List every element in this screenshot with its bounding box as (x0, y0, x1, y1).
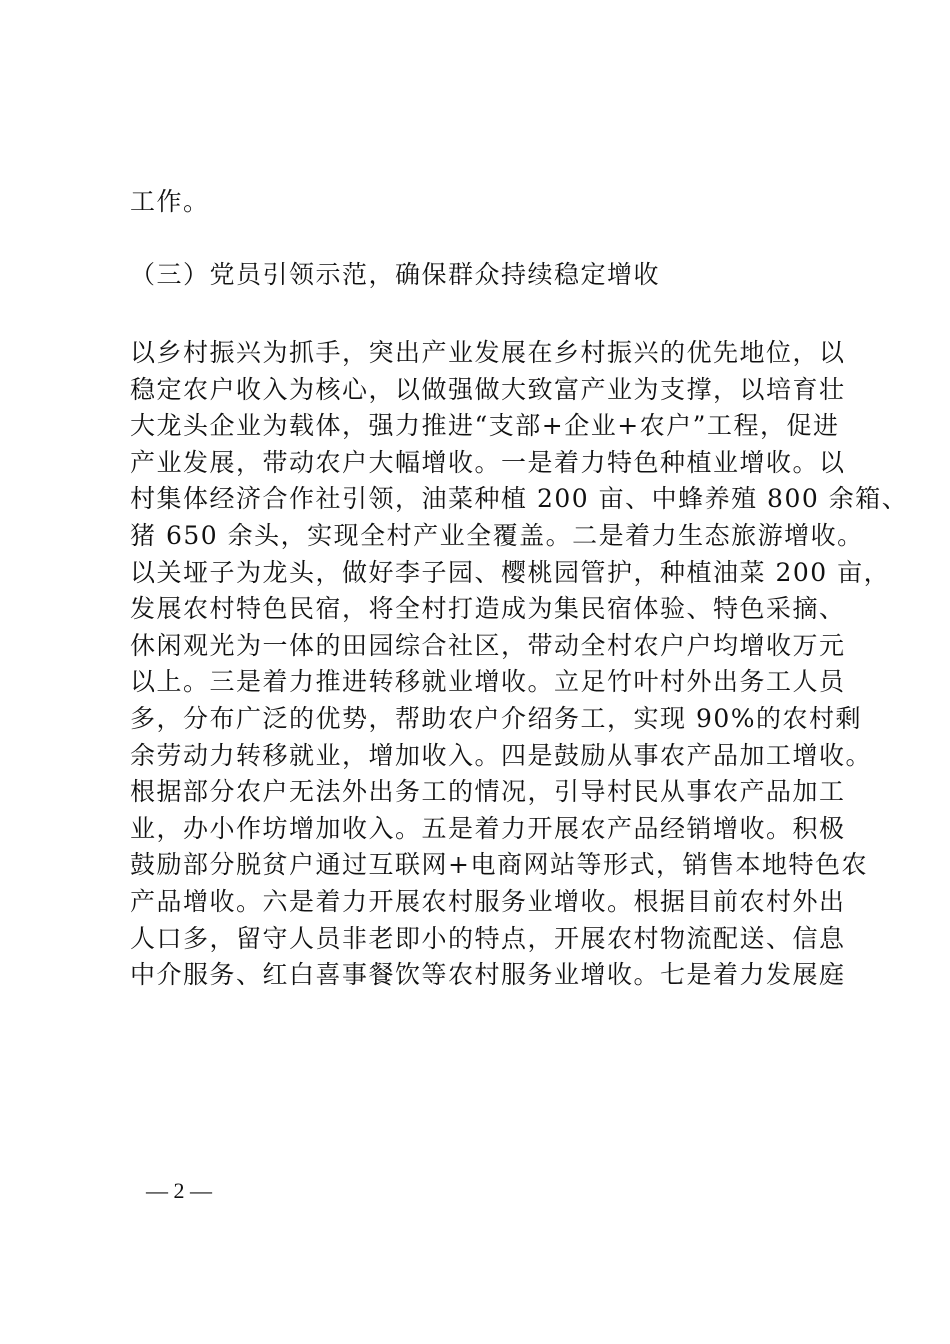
paragraph-line: 以上。三是着力推进转移就业增收。立足竹叶村外出务工人员 (130, 667, 846, 697)
paragraph-line: 发展农村特色民宿，将全村打造成为集民宿体验、特色采摘、 (130, 594, 846, 624)
paragraph-line: 以关垭子为龙头，做好李子园、樱桃园管护，种植油菜 200 亩， (130, 557, 891, 587)
paragraph-line: 以乡村振兴为抓手，突出产业发展在乡村振兴的优先地位，以 (130, 338, 846, 367)
paragraph-line: 余劳动力转移就业，增加收入。四是鼓励从事农产品加工增收。 (130, 740, 873, 770)
paragraph-line: 业，办小作坊增加收入。五是着力开展农产品经销增收。积极 (130, 813, 846, 843)
paragraph-line: 猪 650 余头，实现全村产业全覆盖。二是着力生态旅游增收。 (130, 520, 864, 550)
paragraph-line: 根据部分农户无法外出务工的情况，引导村民从事农产品加工 (130, 777, 846, 807)
page-number: — 2 — (146, 1178, 212, 1203)
paragraph-line: 鼓励部分脱贫户通过互联网+电商网站等形式，销售本地特色农 (130, 850, 868, 880)
paragraph-line: 村集体经济合作社引领，油菜种植 200 亩、中蜂养殖 800 余箱、 (130, 484, 909, 514)
paragraph-line: 人口多，留守人员非老即小的特点，开展农村物流配送、信息 (130, 923, 846, 953)
paragraph-line: 稳定农户收入为核心，以做强做大致富产业为支撑，以培育壮 (130, 374, 846, 404)
section-heading: （三）党员引领示范，确保群众持续稳定增收 (130, 260, 661, 289)
paragraph-line: 产业发展，带动农户大幅增收。一是着力特色种植业增收。以 (130, 447, 846, 477)
paragraph-line: 中介服务、红白喜事餐饮等农村服务业增收。七是着力发展庭 (130, 960, 846, 990)
continuation-text: 工作。 (130, 187, 210, 216)
body-paragraph (130, 335, 909, 994)
paragraph-line: 休闲观光为一体的田园综合社区，带动全村农户户均增收万元 (130, 630, 846, 660)
paragraph-line: 大龙头企业为载体，强力推进“支部+企业+农户”工程，促进 (130, 411, 840, 441)
paragraph-line: 产品增收。六是着力开展农村服务业增收。根据目前农村外出 (130, 886, 846, 916)
paragraph-line: 多，分布广泛的优势，帮助农户介绍务工，实现 90%的农村剩 (130, 703, 863, 733)
